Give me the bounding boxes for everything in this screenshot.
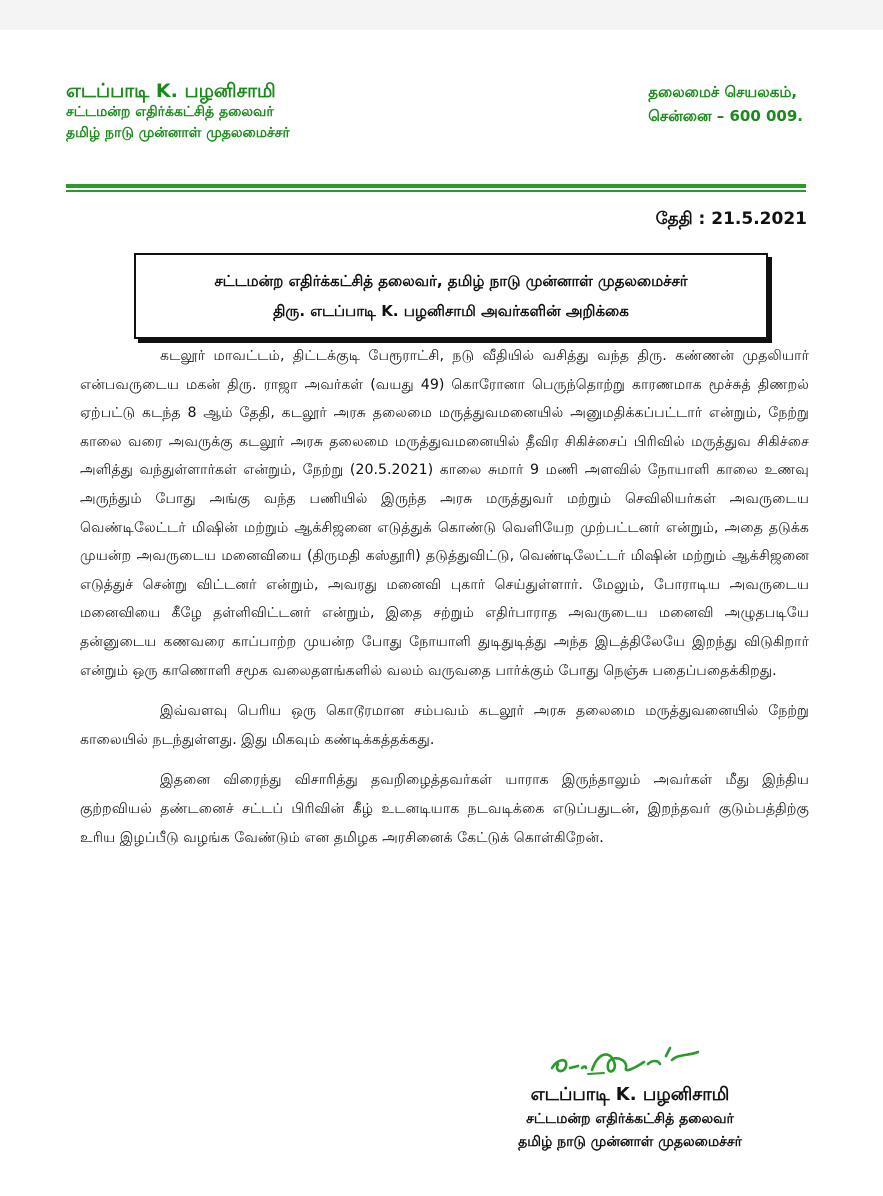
letterhead-title-1: சட்டமன்ற எதிர்க்கட்சித் தலைவர் xyxy=(66,104,274,120)
top-strip xyxy=(0,0,883,30)
body-paragraph-2: இவ்வளவு பெரிய ஒரு கொடூரமான சம்பவம் கடலூர் அரசு தலைமை மருத்துவனையில் நேற்று காலையில் நடந்துள்ளது. இது மிகவும் கண்டிக்கத்தக்கது. xyxy=(80,703,809,748)
body-paragraph-1: கடலூர் மாவட்டம், திட்டக்குடி பேரூராட்சி, நடு வீதியில் வசித்து வந்த திரு. கண்ணன் முதலியார் என்பவருடைய மகன் திரு. ராஜா அவர்கள் (வயது 49) கொரோனா பெருந்தொற்று காரணமாக மூச்சுத் திணறல் ஏற்பட்டு கடந்த 8 ஆம் தேதி, கடலூர் அரசு தலைமை மருத்துவமனையில் அனுமதிக்கப்பட்டார் என்றும், நேற்று காலை வரை அவருக்கு கடலூர் அரசு தலைமை மருத்துவமனையில் தீவிர சிகிச்சைப் பிரிவில் மருத்துவ சிகிச்சை அளித்து வந்துள்ளார்கள் என்றும், நேற்று (20.5.2021) காலை சுமார் 9 மணி அளவில் நோயாளி காலை உணவு அருந்தும் போது அங்கு வந்த பணியில் இருந்த அரசு மருத்துவர் மற்றும் செவிலியர்கள் அவருடைய வெண்டிலேட்டர் மிஷின் மற்றும் ஆக்சிஜனை எடுத்துக் கொண்டு வெளியேற முற்பட்டனர் என்றும், அதை தடுக்க முயன்ற அவருடைய மனைவியை (திருமதி கஸ்தூரி) தடுத்துவிட்டு, வெண்டிலேட்டர் மிஷின் மற்றும் ஆக்சிஜனை எடுத்துச் சென்று விட்டனர் என்றும், அவரது மனைவி புகார் செய்துள்ளார். மேலும், போராடிய அவருடைய மனைவியை கீழே தள்ளிவிட்டனர் என்றும், இதை சற்றும் எதிர்பாராத அவருடைய மனைவி அழுதபடியே தன்னுடைய கணவரை காப்பாற்ற முயன்ற போது நோயாளி துடிதுடித்து அந்த இடத்திலேயே இறந்து விடுகிறார் என்றும் ஒரு காணொளி சமூக வலைதளங்களில் வலம் வருவதை பார்க்கும் போது நெஞ்சு பதைப்பதைக்கிறது. xyxy=(80,348,809,679)
letterhead-title-2: தமிழ் நாடு முன்னாள் முதலமைச்சர் xyxy=(66,125,290,141)
signatory-name: எடப்பாடி K. பழனிசாமி xyxy=(530,1084,730,1105)
letterhead-left xyxy=(66,80,290,144)
statement-title-line-1: சட்டமன்ற எதிர்க்கட்சித் தலைவர், தமிழ் நாடு முன்னாள் முதலமைச்சர் xyxy=(214,272,688,290)
statement-title-line-2: திரு. எடப்பாடி K. பழனிசாமி அவர்களின் அறிக்கை xyxy=(273,302,629,320)
header-divider-thin xyxy=(66,190,806,192)
document-date: தேதி : 21.5.2021 xyxy=(655,209,807,229)
body-paragraph-3: இதனை விரைந்து விசாரித்து தவறிழைத்தவர்கள் யாராக இருந்தாலும் அவர்கள் மீது இந்திய குற்றவியல் தண்டனைச் சட்டப் பிரிவின் கீழ் உடனடியாக நடவடிக்கை எடுப்பதுடன், இறந்தவர் குடும்பத்திற்கு உரிய இழப்பீடு வழங்க வேண்டும் என தமிழக அரசினைக் கேட்டுக் கொள்கிறேன். xyxy=(80,772,809,846)
header-divider-thick xyxy=(66,184,806,188)
address-line-1: தலைமைச் செயலகம், xyxy=(648,83,798,101)
letterhead-name: எடப்பாடி K. பழனிசாமி xyxy=(66,80,276,102)
statement-title-box xyxy=(134,253,768,339)
signatory-title-2: தமிழ் நாடு முன்னாள் முதலமைச்சர் xyxy=(518,1134,742,1150)
signatory-title-1: சட்டமன்ற எதிர்க்கட்சித் தலைவர் xyxy=(526,1111,734,1127)
handwritten-signature xyxy=(548,1044,708,1084)
address-line-2: சென்னை – 600 009. xyxy=(648,107,803,125)
statement-body xyxy=(80,342,809,864)
signatory-block xyxy=(495,1082,765,1154)
letterhead-address xyxy=(648,80,803,128)
